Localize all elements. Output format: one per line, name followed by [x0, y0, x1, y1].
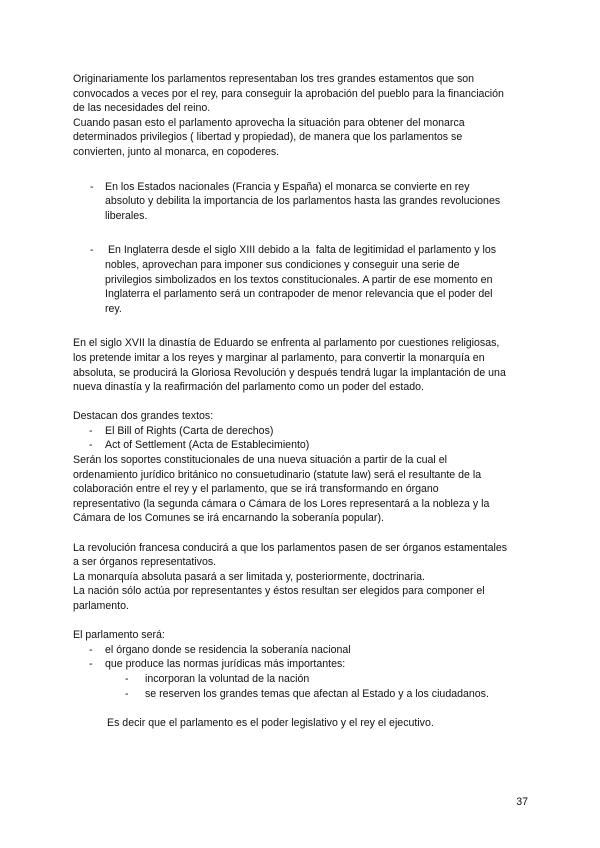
text-line: Originariamente los parlamentos representaban los tres grandes estamentos que son [73, 73, 475, 85]
text-line: ordenamiento jurídico británico no consuetudinario (statute law) será el resultante de la [73, 468, 482, 481]
text-line: rey. [105, 302, 122, 315]
text-line: los pretende imitar a los reyes y marginar al parlamento, para convertir la monarquía en [73, 351, 485, 364]
text-line: Serán los soportes constitucionales de una nueva situación a partir de la cual el [73, 454, 447, 467]
section-intro: El parlamento será: [73, 629, 165, 642]
text-line: En el siglo XVII la dinastía de Eduardo se enfrenta al parlamento por cuestiones religiosas, [73, 337, 500, 350]
conclusion-text: Es decir que el parlamento es el poder legislativo y el rey el ejecutivo. [107, 716, 434, 729]
list-item-text: el órgano donde se residencia la soberanía nacional [105, 643, 351, 656]
list-item-estados-nacionales [73, 180, 535, 224]
dash-bullet: - [90, 180, 94, 193]
list-item-text: incorporan la voluntad de la nación [145, 672, 310, 685]
dash-bullet: - [89, 439, 93, 452]
text-line: En los Estados nacionales (Francia y España) el monarca se convierte en rey [105, 180, 470, 193]
list-item-text: que produce las normas jurídicas más importantes: [105, 658, 346, 671]
sublist-item-grandes-temas [73, 687, 535, 702]
dash-bullet: - [89, 424, 93, 437]
paragraph-soportes [73, 453, 535, 526]
list-item-inglaterra [73, 243, 535, 316]
dash-bullet: - [125, 687, 129, 700]
text-line: La monarquía absoluta pasará a ser limitada y, posteriormente, doctrinaria. [73, 570, 425, 583]
page-number: 37 [516, 796, 528, 808]
list-item-soberania [73, 643, 535, 658]
text-line: En Inglaterra desde el siglo XIII debido a la falta de legitimidad el parlamento y los [105, 244, 497, 257]
section-intro: Destacan dos grandes textos: [73, 410, 214, 423]
dash-bullet: - [90, 244, 94, 257]
list-item-bill-of-rights [73, 424, 535, 439]
text-line: Cuando pasan esto el parlamento aprovecha la situación para obtener del monarca [73, 116, 465, 129]
grandes-textos-section [73, 409, 535, 453]
text-line: La nación sólo actúa por representantes y éstos resultan ser elegidos para componer el [73, 585, 485, 598]
sublist-item-voluntad [73, 672, 535, 687]
text-line: Inglaterra el parlamento será un contrapoder de menor relevancia que el poder del [105, 288, 493, 301]
paragraph-siglo-xvii [73, 336, 535, 394]
text-line: absoluta, se producirá la Gloriosa Revolución y después tendrá lugar la implantación de una [73, 366, 506, 379]
text-line: a ser órganos representativos. [73, 556, 217, 569]
dash-bullet: - [125, 672, 129, 685]
parlamento-section [73, 628, 535, 730]
list-item-text: Act of Settlement (Acta de Establecimiento) [105, 439, 310, 452]
text-line: representativo (la segunda cámara o Cámara de los Lores representará a la nobleza y la [73, 497, 490, 510]
text-line: convocados a veces por el rey, para conseguir la aprobación del pueblo para la financiación [73, 87, 504, 100]
text-line: liberales. [105, 209, 148, 222]
list-item-text: El Bill of Rights (Carta de derechos) [105, 424, 274, 437]
paragraph-revolucion-francesa [73, 541, 535, 614]
text-line: nueva dinastía y la reafirmación del parlamento como un poder del estado. [73, 381, 424, 394]
page-body [73, 72, 535, 730]
text-line: Cámara de los Comunes se irá encarnando la soberanía popular). [73, 512, 384, 525]
dash-bullet: - [89, 658, 93, 671]
text-line: La revolución francesa conducirá a que los parlamentos pasen de ser órganos estamentales [73, 541, 508, 554]
text-line: parlamento. [73, 600, 129, 612]
text-line: nobles, aprovechan para imponer sus condiciones y conseguir una serie de [105, 258, 460, 271]
dash-bullet: - [89, 643, 93, 656]
text-line: colaboración entre el rey y el parlamento, que se irá transformando en órgano [73, 483, 439, 496]
list-item-text: se reserven los grandes temas que afectan al Estado y a los ciudadanos. [145, 687, 489, 700]
paragraph-origins [73, 72, 535, 160]
text-line: de las necesidades del reino. [73, 102, 211, 115]
list-item-normas [73, 657, 535, 672]
text-line: absoluto y debilita la importancia de los parlamentos hasta las grandes revoluciones [105, 195, 501, 208]
text-line: determinados privilegios ( libertad y propiedad), de manera que los parlamentos se [73, 131, 463, 144]
text-line: convierten, junto al monarca, en copoderes. [73, 145, 280, 158]
list-item-act-of-settlement [73, 438, 535, 453]
text-line: privilegios simbolizados en los textos constitucionales. A partir de ese momento en [105, 273, 493, 286]
